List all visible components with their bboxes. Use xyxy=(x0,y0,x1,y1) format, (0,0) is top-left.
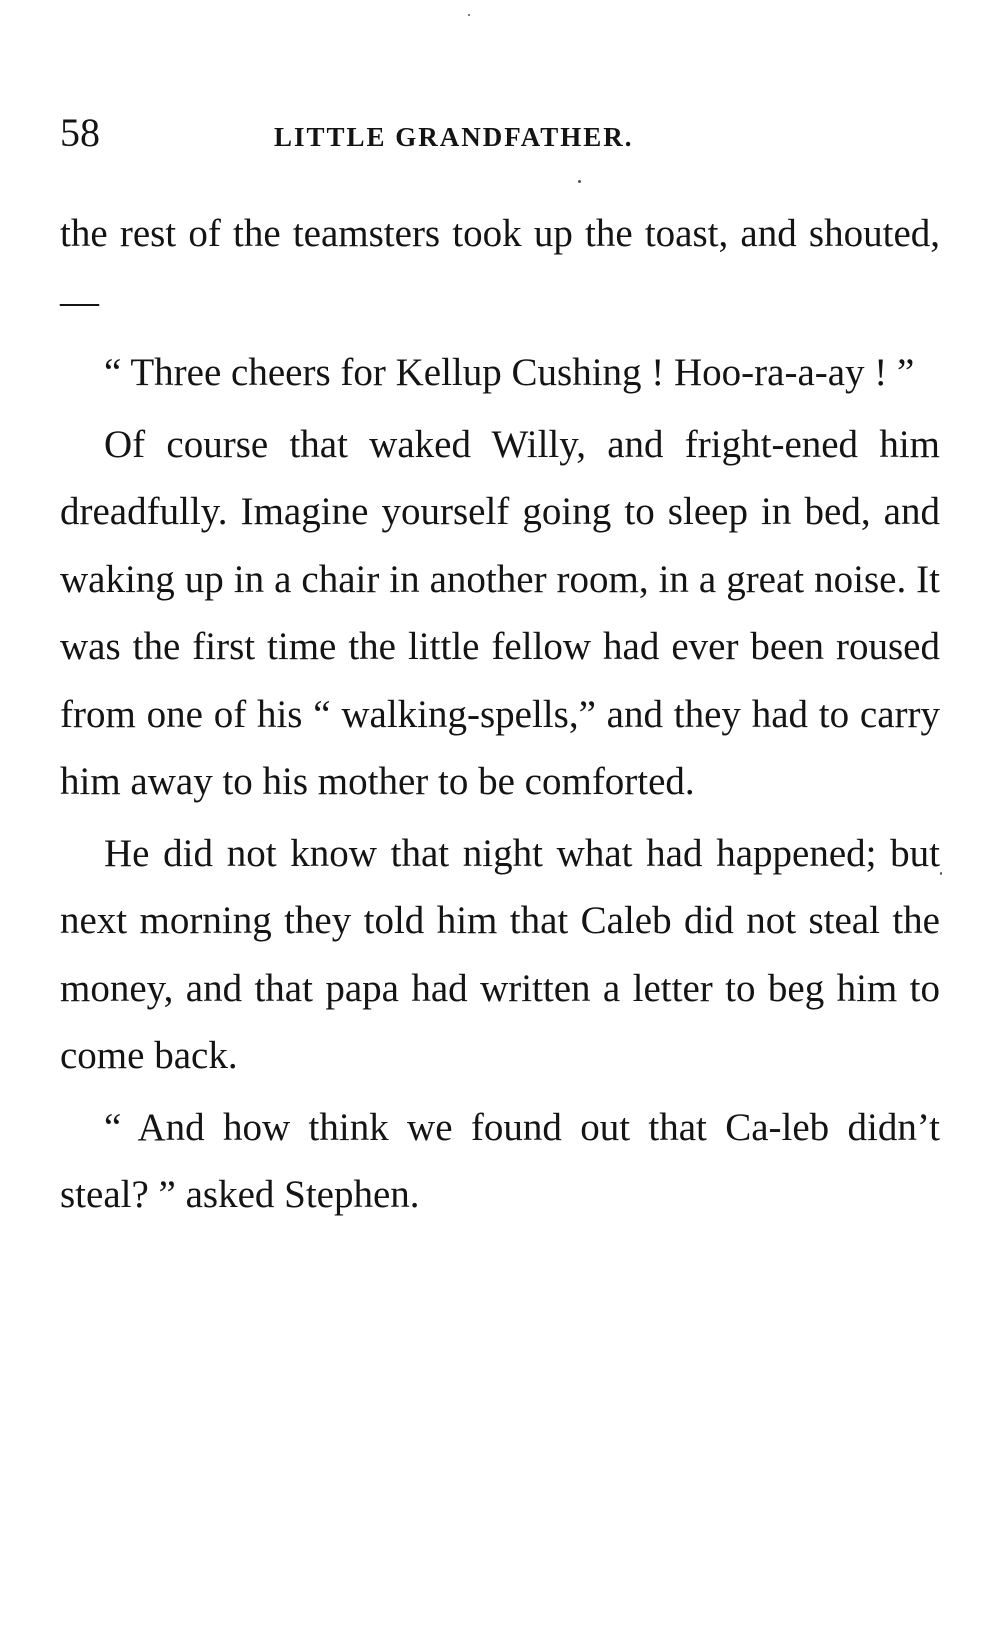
body-text xyxy=(60,200,940,1229)
paragraph-willy-woken: Of course that waked Willy, and fright-ened him dreadfully. Imagine yourself going to sleep in bed, and waking up in a chair in another room, in a great noise. It was the first time the little fellow had ever been roused from one of his “ walking-spells,” and they had to carry him away to his mother to be comforted. xyxy=(60,422,940,803)
print-speck xyxy=(940,872,942,875)
paragraph-cheers-quote: “ Three cheers for Kellup Cushing ! Hoo-ra-a-ay ! ” xyxy=(104,351,915,394)
paragraph-next-morning: He did not know that night what had happened; but next morning they told him that Caleb did not steal the money, and that papa had written a letter to beg him to come back. xyxy=(60,831,940,1077)
print-speck xyxy=(578,180,581,183)
print-speck xyxy=(468,14,470,16)
running-title: LITTLE GRANDFATHER. xyxy=(274,122,634,152)
paragraph-stephen-question: “ And how think we found out that Ca-leb didn’t steal? ” asked Stephen. xyxy=(60,1105,940,1216)
paragraph-continuation: the rest of the teamsters took up the toast, and shouted, — xyxy=(60,212,940,323)
page-header xyxy=(60,108,940,158)
page-number: 58 xyxy=(60,110,100,155)
